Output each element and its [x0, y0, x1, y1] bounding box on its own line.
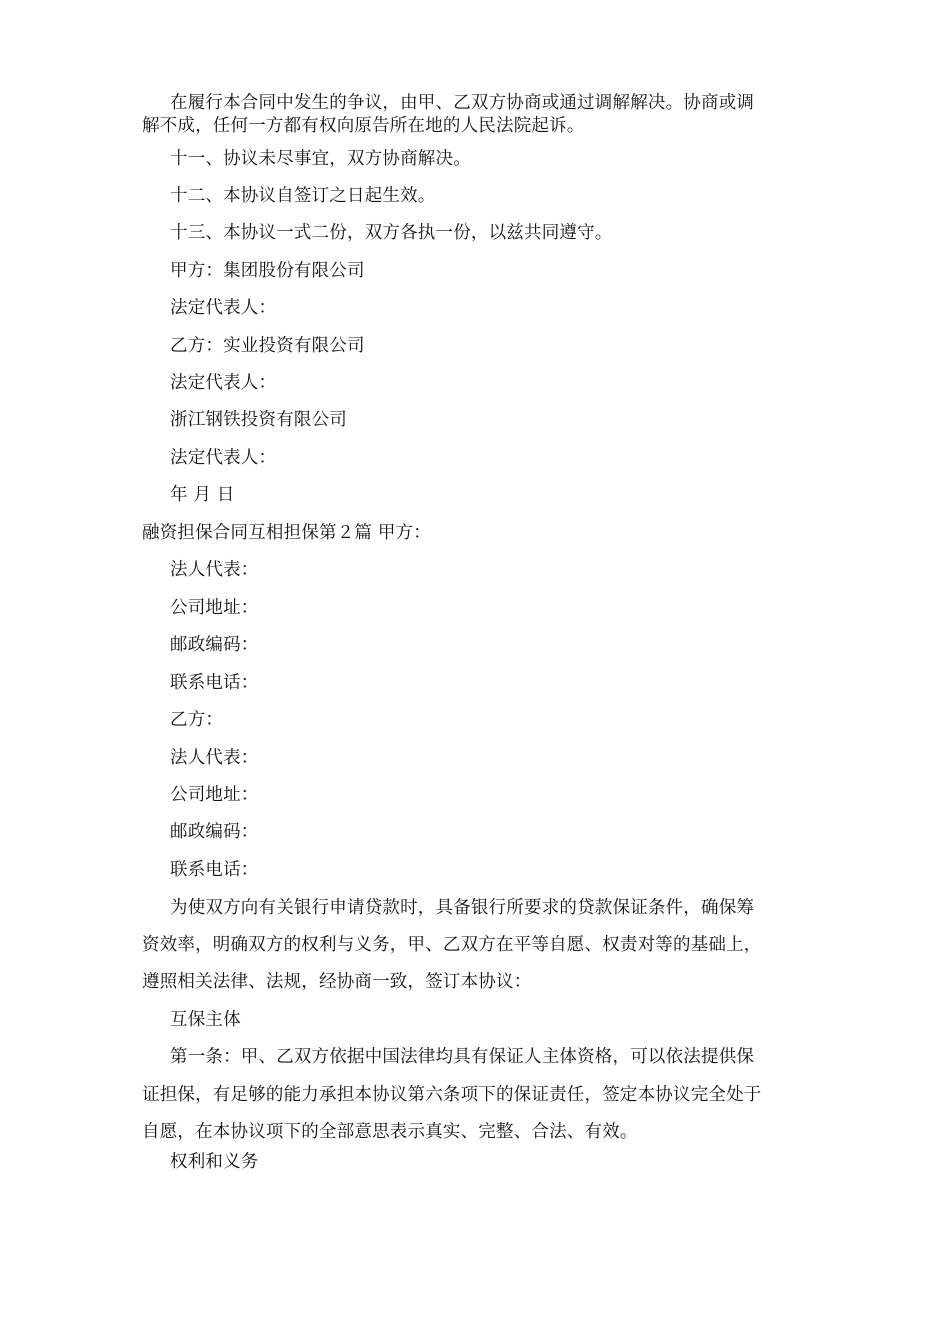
- field-label: 联系电话：: [170, 860, 259, 880]
- text-line: 十二、本协议自签订之日起生效。: [170, 186, 436, 206]
- text-line: 资效率，明确双方的权利与义务，甲、乙双方在平等自愿、权责对等的基础上，: [142, 935, 762, 955]
- section-heading: 权利和义务: [170, 1152, 259, 1172]
- text-line: 为使双方向有关银行申请贷款时，具备银行所要求的贷款保证条件，确保筹: [170, 898, 755, 918]
- field-label: 乙方：: [170, 710, 224, 730]
- text-line: 十三、本协议一式二份，双方各执一份，以兹共同遵守。: [170, 223, 613, 243]
- field-label: 邮政编码：: [170, 635, 259, 655]
- date-line: 年 月 日: [170, 485, 235, 505]
- field-label: 邮政编码：: [170, 822, 259, 842]
- text-line: 在履行本合同中发生的争议，由甲、乙双方协商或通过调解解决。协商或调: [170, 93, 755, 113]
- text-line: 第一条：甲、乙双方依据中国法律均具有保证人主体资格，可以依法提供保: [170, 1047, 755, 1067]
- field-label: 法人代表：: [170, 560, 259, 580]
- field-label: 联系电话：: [170, 673, 259, 693]
- third-party-name: 浙江钢铁投资有限公司: [170, 410, 347, 430]
- section-heading: 融资担保合同互相担保第２篇 甲方：: [142, 523, 431, 543]
- text-line: 十一、协议未尽事宜，双方协商解决。: [170, 149, 471, 169]
- field-label: 公司地址：: [170, 785, 259, 805]
- text-line: 自愿，在本协议项下的全部意思表示真实、完整、合法、有效。: [142, 1122, 638, 1142]
- text-line: 证担保，有足够的能力承担本协议第六条项下的保证责任，签定本协议完全处于: [142, 1085, 762, 1105]
- text-line: 解不成，任何一方都有权向原告所在地的人民法院起诉。: [142, 116, 585, 136]
- legal-representative-label: 法定代表人：: [170, 373, 277, 393]
- party-a-name: 甲方：集团股份有限公司: [170, 261, 365, 281]
- legal-representative-label: 法定代表人：: [170, 448, 277, 468]
- field-label: 法人代表：: [170, 748, 259, 768]
- text-line: 遵照相关法律、法规，经协商一致，签订本协议：: [142, 972, 532, 992]
- field-label: 公司地址：: [170, 598, 259, 618]
- party-b-name: 乙方：实业投资有限公司: [170, 336, 365, 356]
- legal-representative-label: 法定代表人：: [170, 298, 277, 318]
- section-heading: 互保主体: [170, 1010, 241, 1030]
